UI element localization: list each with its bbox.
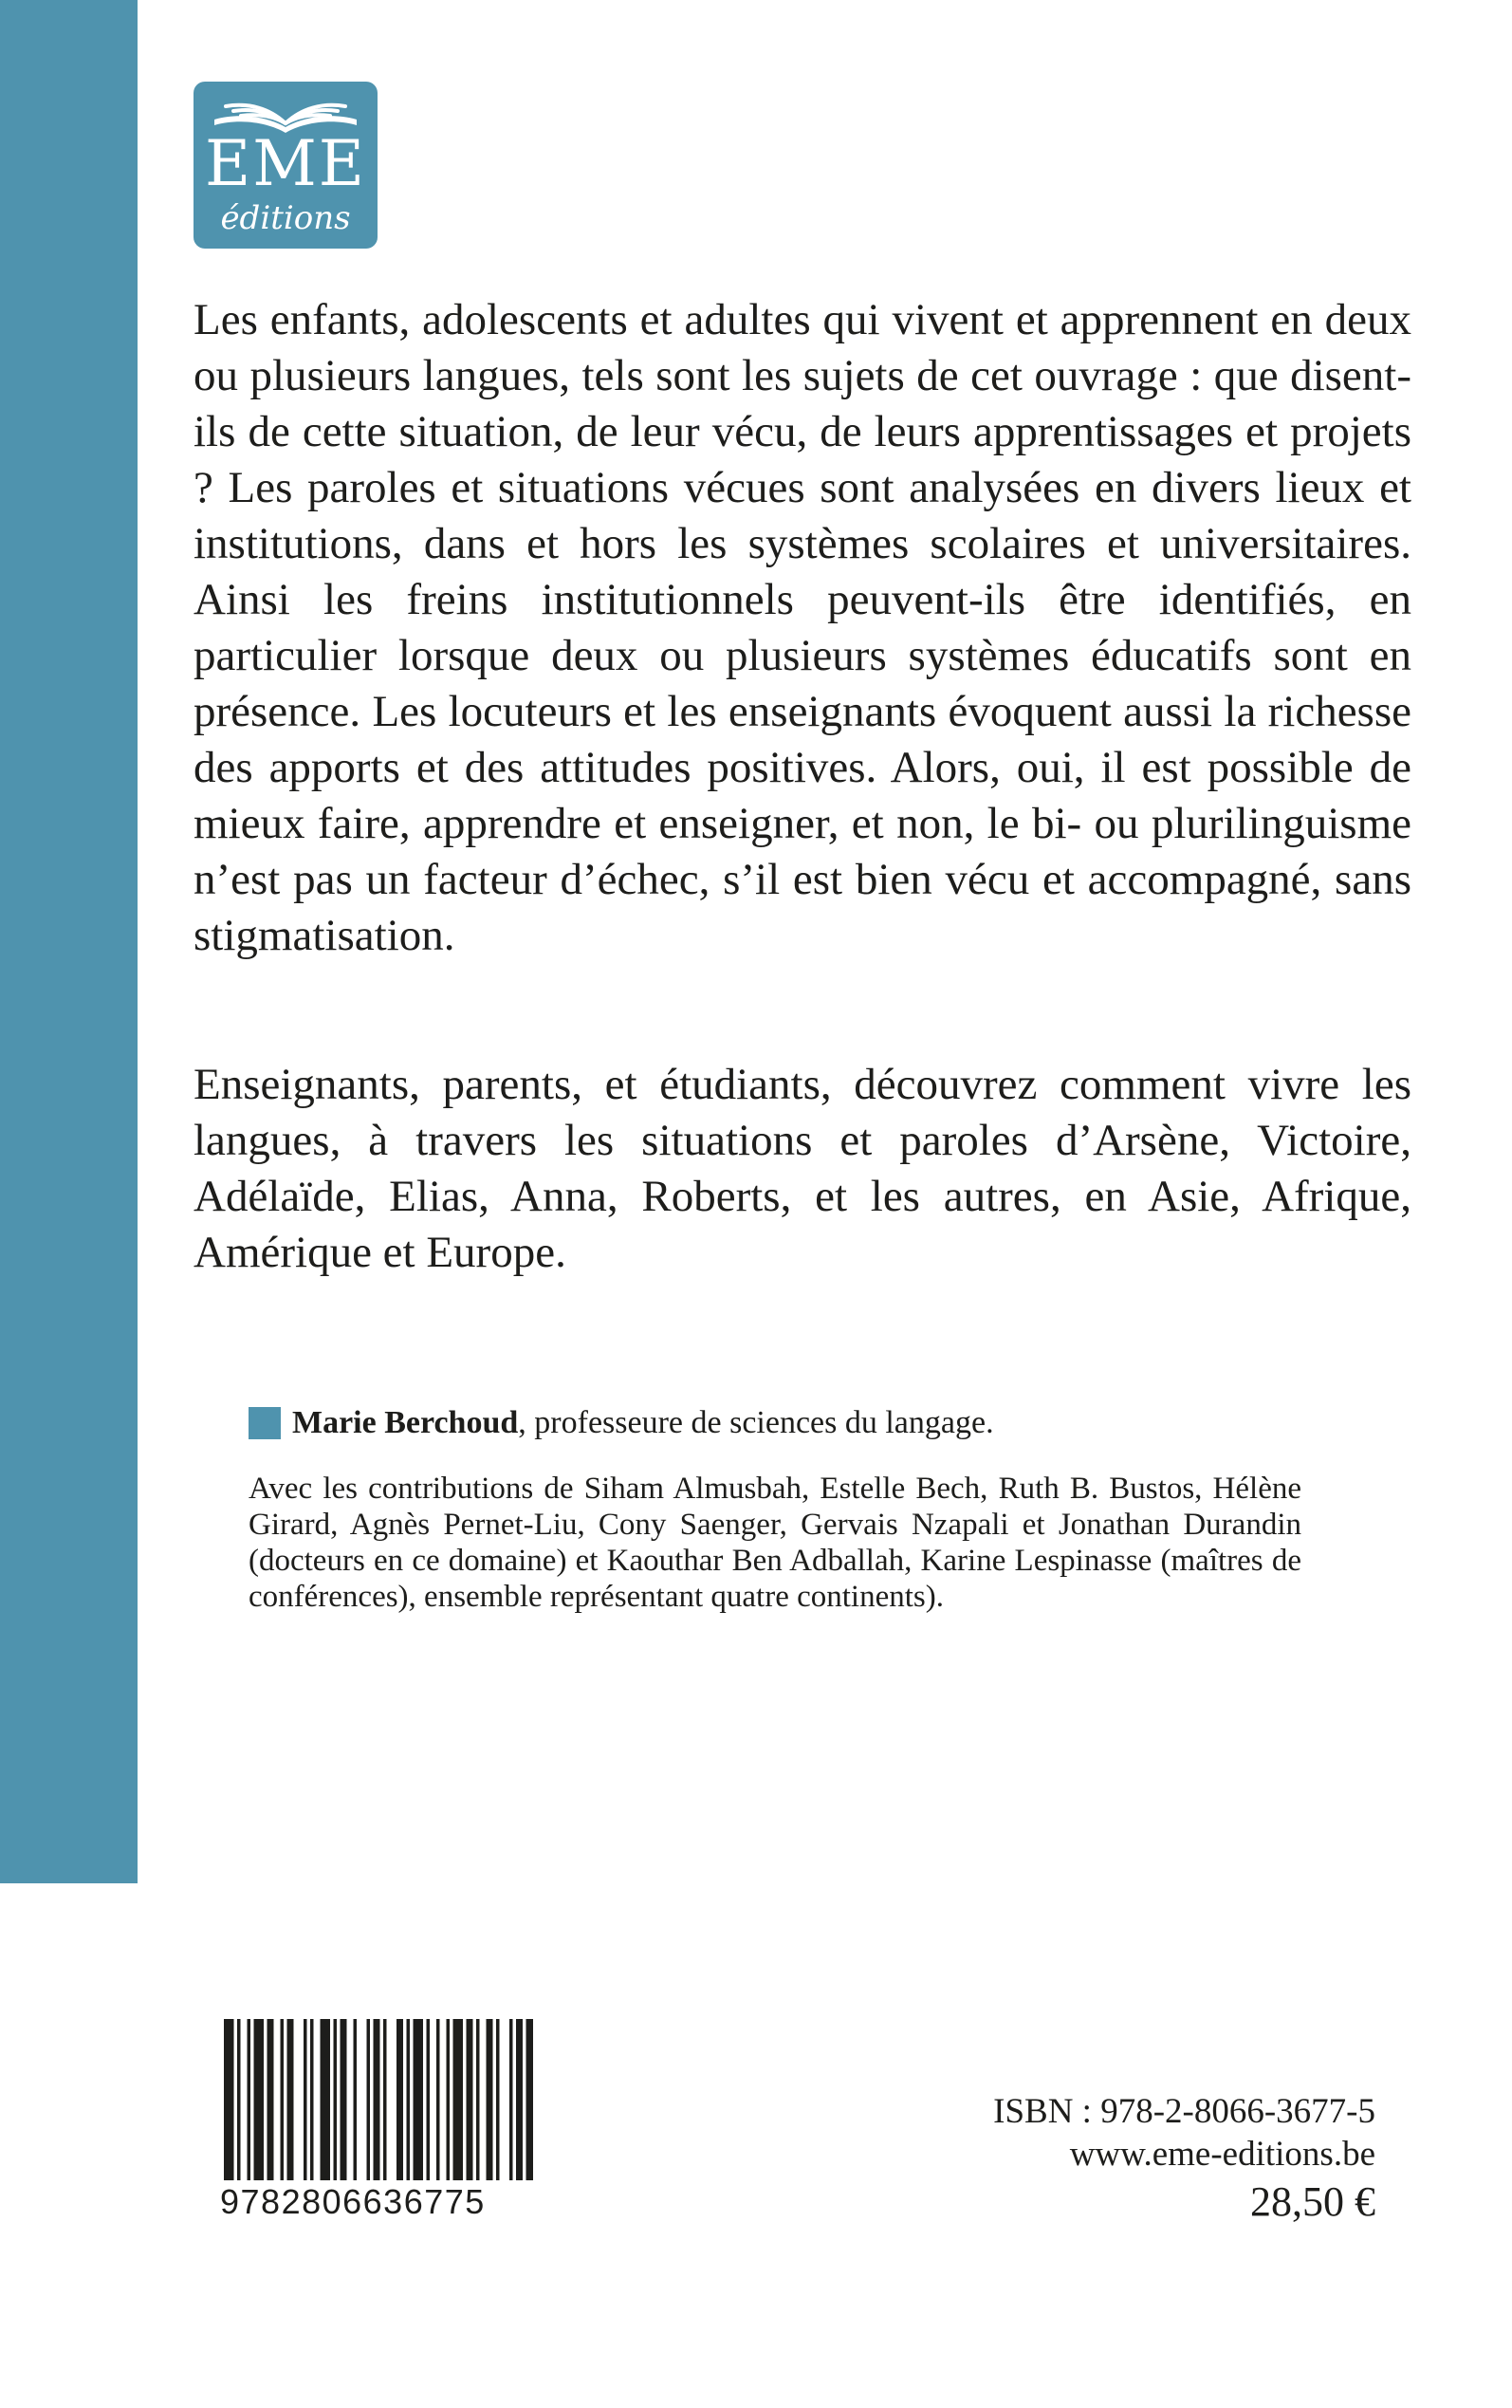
barcode-bar <box>237 2019 241 2180</box>
barcode-digits: 9782806636775 <box>220 2182 486 2221</box>
barcode-bar <box>224 2019 234 2180</box>
author-name: Marie Berchoud <box>292 1405 519 1440</box>
barcode-bar <box>396 2019 403 2180</box>
barcode-image <box>220 2019 533 2199</box>
website-text: www.eme-editions.be <box>1069 2135 1375 2174</box>
barcode-bar <box>281 2019 285 2180</box>
barcode-bar <box>407 2019 411 2180</box>
barcode-bar <box>467 2019 473 2180</box>
barcode-bar <box>321 2019 331 2180</box>
publisher-logo <box>194 82 378 249</box>
price-text: 28,50 € <box>1250 2178 1375 2225</box>
barcode-bar <box>354 2019 358 2180</box>
barcode-bar <box>526 2019 534 2180</box>
blurb-paragraph-2: Enseignants, parents, et étudiants, découvrez comment vivre les langues, à travers les situations et paroles d’Arsène, Victoire, Adélaïde, Elias, Anna, Roberts, et les autres, en Asie, Afrique, Amérique et Europe. <box>194 1060 1411 1277</box>
barcode-bar <box>427 2019 431 2180</box>
barcode-bar <box>248 2019 251 2180</box>
barcode-bar <box>334 2019 338 2180</box>
barcode-bar <box>509 2019 513 2180</box>
publication-info <box>993 2090 1375 2229</box>
author-line <box>249 1404 1387 1442</box>
barcode-bar <box>341 2019 347 2180</box>
barcode-bar <box>487 2019 493 2180</box>
contributors-text: Avec les contributions de Siham Almusbah, Estelle Bech, Ruth B. Bustos, Hélène Girard, Agnès Pernet-Liu, Cony Saenger, Gervais Nzapali et Jonathan Durandin (docteurs en ce domaine) et Kaouthar Ben Adballah, Karine Lespinasse (maîtres de conférences), ensemble représentant quatre continents). <box>249 1472 1301 1614</box>
author-title: , professeure de sciences du langage. <box>518 1405 994 1440</box>
barcode-bar <box>287 2019 294 2180</box>
isbn-text: ISBN : 978-2-8066-3677-5 <box>993 2092 1375 2131</box>
barcode-bar <box>304 2019 307 2180</box>
barcode-bar <box>374 2019 380 2180</box>
barcode-bar <box>414 2019 424 2180</box>
barcode-bar <box>310 2019 314 2180</box>
barcode-bar <box>447 2019 451 2180</box>
logo-eme-text: EME <box>205 127 366 200</box>
logo-editions-text: éditions <box>220 199 351 237</box>
barcode-bar <box>267 2019 274 2180</box>
cover-side-band <box>0 0 138 1883</box>
blurb-paragraph-1: Les enfants, adolescents et adultes qui vivent et apprennent en deux ou plusieurs langues, tels sont les sujets de cet ouvrage : que disent-ils de cette situation, de leur vécu, de leurs apprentissages et projets ? Les paroles et situations vécues sont analysées en divers lieux et institutions, dans et hors les systèmes scolaires et universitaires. Ainsi les freins institutionnels peuvent-ils être identifiés, en particulier lorsque deux ou plusieurs systèmes éducatifs sont en présence. Les locuteurs et les enseignants évoquent aussi la richesse des apports et des attitudes positives. Alors, oui, il est possible de mieux faire, apprendre et enseigner, et non, le bi- ou plurilinguisme n’est pas un facteur d’échec, s’il est bien vécu et accompagné, sans stigmatisation. <box>194 295 1411 960</box>
barcode-bar <box>254 2019 265 2180</box>
barcode-bar <box>383 2019 387 2180</box>
barcode-bar <box>496 2019 500 2180</box>
barcode-bar <box>453 2019 464 2180</box>
barcode-bar <box>476 2019 480 2180</box>
barcode-bar <box>436 2019 440 2180</box>
barcode-bar <box>516 2019 523 2180</box>
barcode-bar <box>367 2019 371 2180</box>
